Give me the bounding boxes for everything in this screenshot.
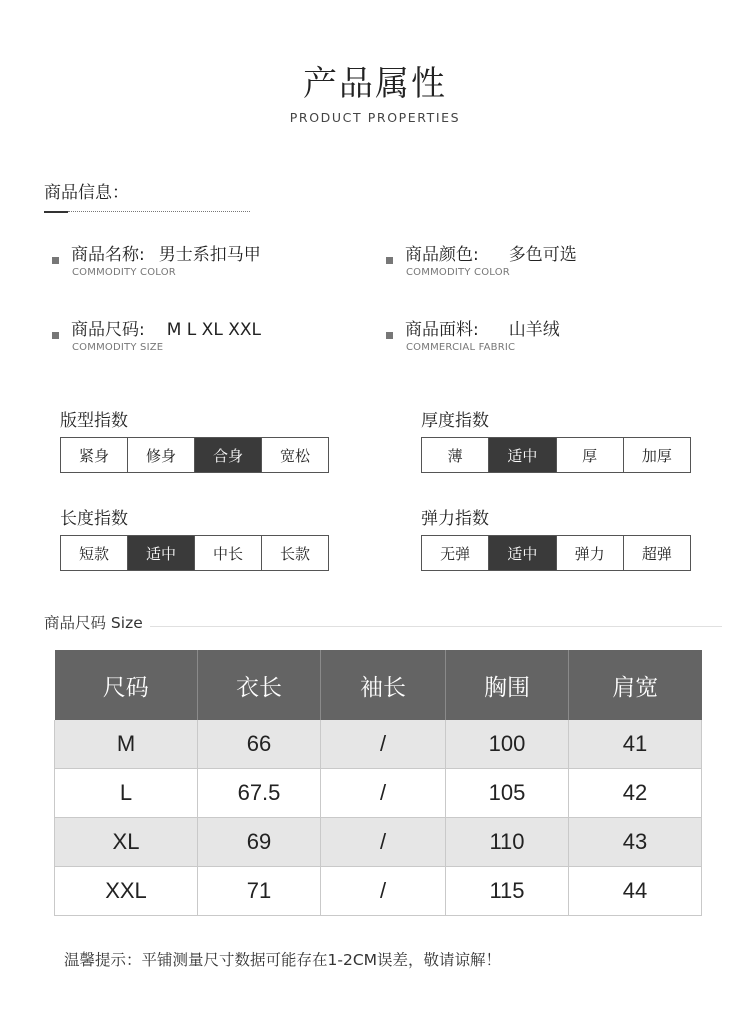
header-sleeve: 袖长 [321,650,446,720]
scale-option: 薄 [422,438,489,472]
scale-option: 修身 [128,438,195,472]
table-cell: / [321,769,446,818]
size-table [54,650,702,916]
attr-label: 商品尺码: [71,320,145,340]
scale-option: 超弹 [641,544,672,563]
attr-english-label: COMMODITY COLOR [72,267,176,278]
table-cell: 105 [446,769,569,818]
table-cell: 43 [569,818,702,867]
table-cell: 71 [198,867,321,916]
table-cell: / [321,720,446,769]
attr-label: 商品面料: [405,320,479,340]
attr-product-color [386,240,706,282]
table-row [55,769,702,818]
product-info-heading: 商品信息： [44,183,129,203]
attr-product-name [52,240,372,282]
attr-value: 多色可选 [508,245,577,265]
length-index-title: 长度指数 [60,509,128,529]
table-row [55,818,702,867]
scale-option: 宽松 [279,446,310,465]
scale-option: 无弹 [422,536,489,570]
table-cell: 115 [446,867,569,916]
attr-value: 山羊绒 [508,320,560,340]
header-shoulder: 肩宽 [569,650,702,720]
table-cell: L [55,769,198,818]
table-cell: 66 [198,720,321,769]
thickness-index-scale [421,437,691,473]
table-cell: M [55,720,198,769]
table-row [55,720,702,769]
elasticity-index-title: 弹力指数 [421,509,489,529]
attr-english-label: COMMODITY SIZE [72,342,164,353]
attr-product-fabric [386,315,706,357]
bullet-square-icon [52,332,59,339]
attr-value: 男士系扣马甲 [158,245,261,265]
scale-option: 加厚 [641,446,672,465]
table-cell: XL [55,818,198,867]
scale-option-selected: 适中 [128,536,195,570]
measurement-note: 温馨提示：平铺测量尺寸数据可能存在1-2CM误差，敬请谅解！ [64,951,502,969]
attr-value: M L XL XXL [166,320,261,340]
length-index-scale [60,535,329,571]
attr-label: 商品名称: [71,245,145,265]
size-heading-rule [150,626,722,627]
table-cell: 41 [569,720,702,769]
scale-option: 弹力 [557,536,624,570]
table-cell: 110 [446,818,569,867]
table-cell: 100 [446,720,569,769]
heading-underline [44,211,68,213]
table-cell: / [321,867,446,916]
scale-option: 紧身 [61,438,128,472]
table-cell: 67.5 [198,769,321,818]
scale-option: 长款 [279,544,310,563]
bullet-square-icon [52,257,59,264]
thickness-index-title: 厚度指数 [421,411,489,431]
table-cell: 42 [569,769,702,818]
fit-index-title: 版型指数 [60,411,128,431]
scale-option-selected: 适中 [489,438,556,472]
fit-index-scale [60,437,329,473]
scale-option: 厚 [557,438,624,472]
attr-english-label: COMMODITY COLOR [406,267,510,278]
page-subtitle: PRODUCT PROPERTIES [289,110,461,125]
bullet-square-icon [386,332,393,339]
scale-option-selected: 适中 [489,536,556,570]
elasticity-index-scale [421,535,691,571]
heading-dotted-rule [68,211,250,212]
scale-option: 中长 [195,536,262,570]
size-chart-heading: 商品尺码 Size [44,614,143,632]
page-title: 产品属性 [303,64,447,104]
bullet-square-icon [386,257,393,264]
size-table-header-row [55,650,702,720]
attr-english-label: COMMERCIAL FABRIC [406,342,516,353]
table-cell: 44 [569,867,702,916]
header-length: 衣长 [198,650,321,720]
table-cell: XXL [55,867,198,916]
table-cell: 69 [198,818,321,867]
attr-label: 商品颜色: [405,245,479,265]
attr-product-size [52,315,372,357]
header-size: 尺码 [55,650,198,720]
scale-option: 短款 [61,536,128,570]
table-cell: / [321,818,446,867]
table-row [55,867,702,916]
header-chest: 胸围 [446,650,569,720]
scale-option-selected: 合身 [195,438,262,472]
